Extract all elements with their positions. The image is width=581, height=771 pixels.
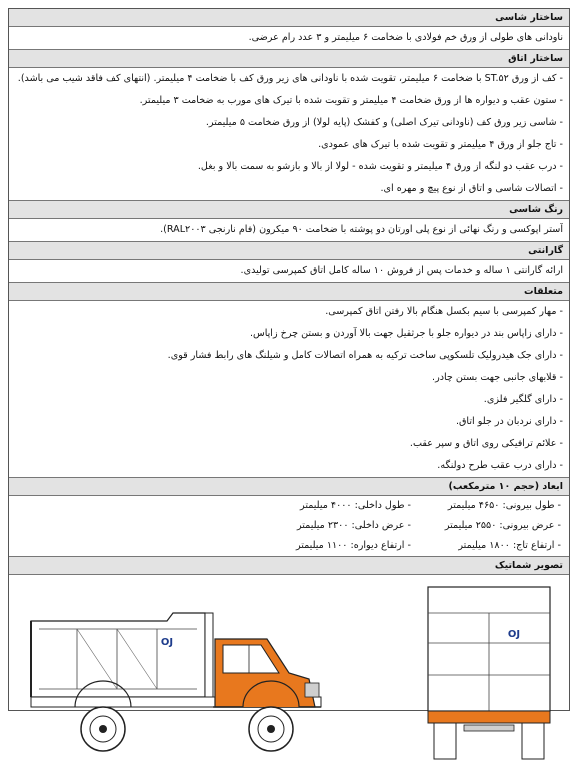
truck-rear-view: [414, 579, 564, 769]
accessory-item: - دارای زاپاس بند در دیواره جلو با جرثقیل جهت بالا آوردن و بستن چرخ زاپاس.: [249, 328, 563, 339]
schematic-area: [9, 575, 569, 771]
cabin-section: [9, 68, 569, 201]
accessory-item: - قلابهای جانبی جهت بستن چادر.: [432, 372, 563, 383]
cabin-item: - درب عقب دو لنگه از ورق ۴ میلیمتر و تقویت شده - لولا از بالا و بازشو به سمت بالا و بغل.: [197, 161, 563, 172]
dimensions-header: ابعاد (حجم ۱۰ مترمکعب): [9, 478, 569, 496]
cabin-item: - تاج جلو از ورق ۴ میلیمتر و تقویت شده با تیرک های عمودی.: [318, 139, 563, 150]
warranty-header: گارانتی: [9, 242, 569, 260]
chassis-text: ناودانی های طولی از ورق خم فولادی با ضخامت ۶ میلیمتر و ۳ عدد رام عرضی.: [248, 32, 563, 43]
accessory-item: - علائم ترافیکی روی اتاق و سپر عقب.: [409, 438, 563, 449]
warranty-text: ارائه گارانتی ۱ ساله و خدمات پس از فروش ۱۰ ساله کامل اتاق کمپرسی تولیدی.: [240, 265, 563, 276]
truck-rear-logo-text: OJ: [507, 629, 521, 640]
dimension-value: - ارتفاع تاج: ۱۸۰۰ میلیمتر: [458, 540, 561, 551]
cabin-item: - اتصالات شاسی و اتاق از نوع پیچ و مهره ای.: [380, 183, 563, 194]
accessories-section: [9, 301, 569, 478]
spec-sheet: [8, 8, 570, 711]
color-text: آستر اپوکسی و رنگ نهائی از نوع پلی اورتان دو پوشته با ضخامت ۹۰ میکرون (فام نارنجی RAL۲۰۰۳).: [160, 224, 563, 235]
cabin-item: - کف از ورق ST.۵۲ با ضخامت ۶ میلیمتر، تقویت شده با ناودانی های زیر ورق کف با ضخامت ۴ میلیمتر. (انتهای کف فاقد شیب می باشد).: [17, 73, 563, 84]
dimension-value: - عرض بیرونی: ۲۵۵۰ میلیمتر: [444, 520, 561, 531]
accessory-item: - دارای نردبان در جلو اتاق.: [455, 416, 563, 427]
accessory-item: - مهار کمپرسی با سیم بکسل هنگام بالا رفتن اتاق کمپرسی.: [325, 306, 563, 317]
cabin-item: - ستون عقب و دیواره ها از ورق ضخامت ۴ میلیمتر و تقویت شده با تیرک های مورب به ضخامت ۳ میلیمتر.: [139, 95, 563, 106]
accessory-item: - دارای جک هیدرولیک تلسکوپی ساخت ترکیه به همراه اتصالات کامل و شیلنگ های رابط فشار قوی.: [167, 350, 563, 361]
schematic-header: تصویر شماتیک: [9, 557, 569, 575]
accessories-header: متعلقات: [9, 283, 569, 301]
accessory-item: - دارای درب عقب طرح دولنگه.: [437, 460, 563, 471]
chassis-header: ساختار شاسی: [9, 9, 569, 27]
warranty-section: [9, 260, 569, 283]
dimension-value: - ارتفاع دیواره: ۱۱۰۰ میلیمتر: [295, 540, 411, 551]
color-section: [9, 219, 569, 242]
truck-logo-text: OJ: [160, 637, 174, 648]
cabin-item: - شاسی زیر ورق کف (ناودانی تیرک اصلی) و کفشک (پایه لولا) از ورق ضخامت ۵ میلیمتر.: [205, 117, 563, 128]
cabin-header: ساختار اتاق: [9, 50, 569, 68]
dimension-value: - عرض داخلی: ۲۳۰۰ میلیمتر: [296, 520, 411, 531]
truck-side-view: [17, 579, 347, 769]
dimension-value: - طول بیرونی: ۴۶۵۰ میلیمتر: [447, 500, 561, 511]
accessory-item: - دارای گلگیر فلزی.: [483, 394, 563, 405]
dimension-value: - طول داخلی: ۴۰۰۰ میلیمتر: [300, 500, 411, 511]
chassis-section: [9, 27, 569, 50]
color-header: رنگ شاسی: [9, 201, 569, 219]
dimensions-table: [9, 496, 569, 557]
